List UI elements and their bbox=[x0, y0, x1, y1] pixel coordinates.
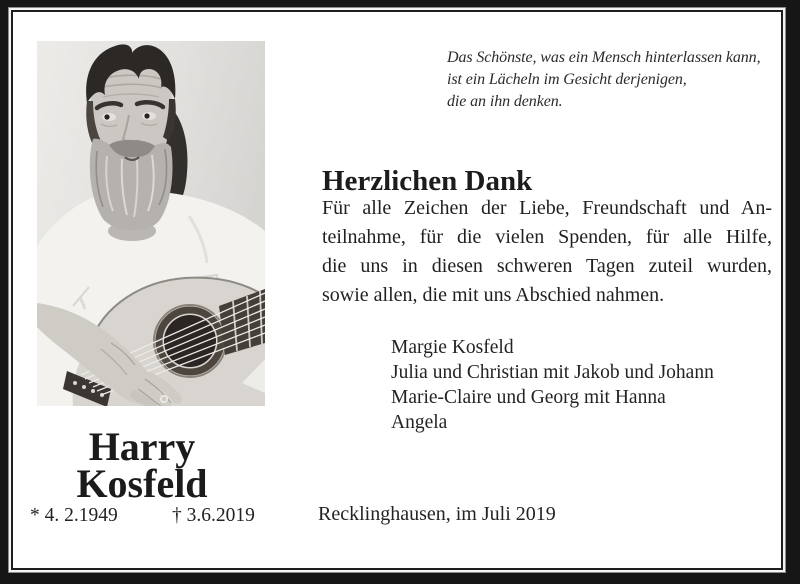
death-date: † 3.6.2019 bbox=[172, 505, 255, 526]
deceased-first-name: Harry bbox=[88, 424, 196, 469]
obituary-card bbox=[11, 10, 783, 570]
eye-left bbox=[104, 114, 109, 119]
family-name: Julia und Christian mit Jakob und Johann bbox=[391, 362, 714, 383]
thanks-body-line: sowie allen, die mit uns Abschied nahmen. bbox=[322, 284, 665, 306]
birth-date: * 4. 2.1949 bbox=[30, 505, 118, 526]
family-name: Margie Kosfeld bbox=[391, 337, 514, 358]
portrait-photo bbox=[37, 41, 265, 406]
thanks-body-line: teilnahme, für die vielen Spenden, für alle Hilfe, bbox=[322, 226, 772, 248]
deceased-name bbox=[22, 424, 262, 506]
place-date: Recklinghausen, im Juli 2019 bbox=[318, 503, 556, 525]
memorial-quote bbox=[447, 47, 777, 113]
family-names bbox=[391, 335, 714, 435]
thanks-title: Herzlichen Dank bbox=[322, 165, 533, 197]
family-name: Marie-Claire und Georg mit Hanna bbox=[391, 387, 666, 408]
eye-right bbox=[144, 113, 149, 118]
thanks-body bbox=[322, 194, 772, 310]
family-name: Angela bbox=[391, 412, 448, 433]
thanks-body-line: die uns in diesen schweren Tagen zuteil wurden, bbox=[322, 255, 772, 277]
quote-line: Das Schönste, was ein Mensch hinterlassen kann, bbox=[447, 49, 761, 66]
deceased-last-name: Kosfeld bbox=[76, 461, 208, 506]
quote-line: die an ihn denken. bbox=[447, 93, 563, 110]
thanks-body-line: Für alle Zeichen der Liebe, Freundschaft und An- bbox=[322, 197, 772, 219]
quote-line: ist ein Lächeln im Gesicht derjenigen, bbox=[447, 71, 687, 88]
